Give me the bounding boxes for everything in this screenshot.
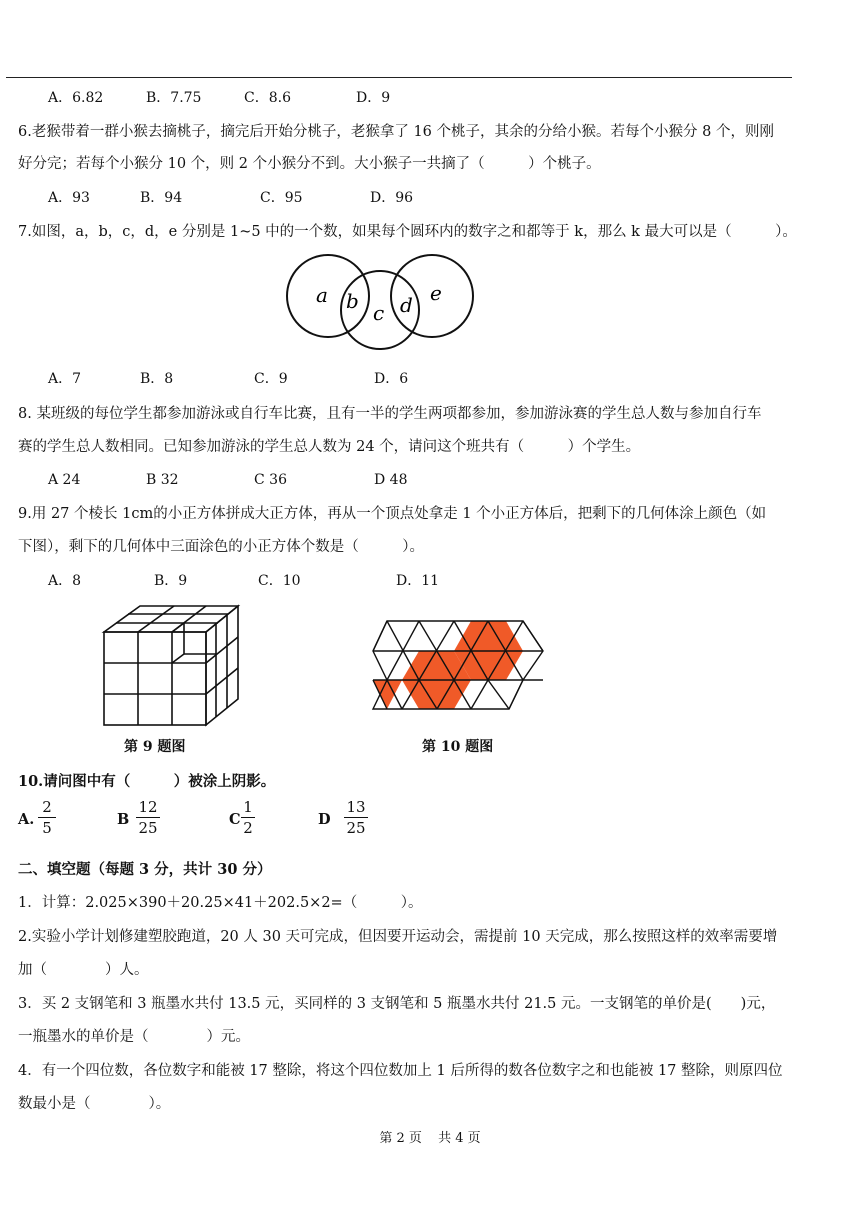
q10-option-a-fraction	[38, 798, 56, 837]
q7-option-b: B．8	[140, 371, 174, 387]
q9-text-line1: 9.用 27 个棱长 1cm的小正方体拼成大正方体，再从一个顶点处拿走 1 个小正方体后，把剩下的几何体涂上颜色（如	[18, 506, 767, 522]
q10-option-b-numerator: 12	[138, 798, 158, 816]
q10-triangle-figure	[368, 618, 548, 714]
q7-label-b: b	[346, 289, 359, 313]
q8-option-b: B 32	[146, 472, 179, 488]
q10-option-c-letter: C	[229, 811, 241, 828]
q10-option-d-fraction	[344, 798, 368, 837]
q5-option-b: B．7.75	[146, 90, 202, 106]
q6-option-a: A．93	[48, 190, 90, 206]
q8-text-line2: 赛的学生总人数相同。已知参加游泳的学生总人数为 24 个，请问这个班共有（ ）个学生。	[18, 439, 641, 455]
q10-caption: 第 10 题图	[422, 739, 494, 755]
q9-caption: 第 9 题图	[124, 739, 186, 755]
fill-q3-text-line2: 一瓶墨水的单价是（ ）元。	[18, 1029, 250, 1045]
q10-option-d-letter: D	[318, 811, 331, 828]
q7-text-line1: 7.如图，a，b，c，d，e 分别是 1~5 中的一个数，如果每个圆环内的数字之和都等于 k，那么 k 最大可以是（ ）。	[18, 224, 797, 240]
footer-total-pages: 共 4 页	[438, 1131, 481, 1146]
fill-q1-text: 1．计算：2.025×390＋20.25×41＋202.5×2=（ ）。	[18, 895, 423, 911]
q9-option-c: C．10	[258, 573, 301, 589]
q9-option-b: B．9	[154, 573, 188, 589]
q7-label-e: e	[430, 281, 442, 305]
q8-text-line1: 8. 某班级的每位学生都参加游泳或自行车比赛，且有一半的学生两项都参加，参加游泳赛的学生总人数与参加自行车	[18, 406, 762, 422]
q10-option-b-fraction	[136, 798, 160, 837]
fill-q4-text-line2: 数最小是（ ）。	[18, 1096, 171, 1112]
footer-page-number: 第 2 页	[379, 1131, 422, 1146]
q10-option-a-numerator: 2	[42, 798, 52, 816]
q7-option-a: A．7	[48, 371, 82, 387]
q10-option-b-letter: B	[117, 811, 130, 828]
fill-q3-text-line1: 3．买 2 支钢笔和 3 瓶墨水共付 13.5 元，买同样的 3 支钢笔和 5 瓶墨水共付 21.5 元。一支钢笔的单价是( )元，	[18, 996, 776, 1012]
q7-option-c: C．9	[254, 371, 288, 387]
q5-option-a: A．6.82	[48, 90, 104, 106]
q8-option-c: C 36	[254, 472, 287, 488]
q10-option-a-letter: A.	[18, 811, 35, 828]
q9-cube-figure	[100, 604, 242, 728]
q8-option-a: A 24	[48, 472, 81, 488]
q10-option-d-numerator: 13	[346, 798, 366, 816]
q7-label-d: d	[400, 293, 413, 317]
q8-option-d: D 48	[374, 472, 408, 488]
header-rule	[6, 77, 792, 78]
q10-option-d-denominator: 25	[346, 819, 366, 837]
page-footer	[0, 1127, 860, 1146]
section2-title: 二、填空题（每题 3 分，共计 30 分）	[18, 861, 272, 878]
q5-option-c: C．8.6	[244, 90, 291, 106]
q7-label-a: a	[316, 283, 328, 307]
q7-label-c: c	[373, 301, 385, 325]
q7-option-d: D．6	[374, 371, 409, 387]
q6-option-c: C．95	[260, 190, 303, 206]
q6-option-d: D．96	[370, 190, 414, 206]
q6-text-line1: 6.老猴带着一群小猴去摘桃子，摘完后开始分桃子，老猴拿了 16 个桃子，其余的分给小猴。若每个小猴分 8 个，则刚	[18, 124, 774, 140]
q10-option-b-denominator: 25	[138, 819, 158, 837]
q5-option-d: D．9	[356, 90, 391, 106]
q10-option-c-numerator: 1	[243, 798, 253, 816]
q10-option-c-fraction	[241, 798, 255, 837]
q9-option-d: D．11	[396, 573, 440, 589]
q10-option-a-denominator: 5	[42, 819, 52, 837]
fill-q2-text-line1: 2.实验小学计划修建塑胶跑道，20 人 30 天可完成，但因要开运动会，需提前 10 天完成，那么按照这样的效率需要增	[18, 929, 778, 945]
fill-q2-text-line2: 加（ ）人。	[18, 962, 149, 978]
fill-q4-text-line1: 4．有一个四位数，各位数字和能被 17 整除，将这个四位数加上 1 后所得的数各位数字之和也能被 17 整除，则原四位	[18, 1063, 783, 1079]
q7-three-circles-figure	[280, 252, 480, 356]
q10-text-line1: 10.请问图中有（ ）被涂上阴影。	[18, 773, 276, 790]
q6-option-b: B．94	[140, 190, 183, 206]
q9-text-line2: 下图），剩下的几何体中三面涂色的小正方体个数是（ ）。	[18, 539, 424, 555]
q9-option-a: A．8	[48, 573, 82, 589]
q10-option-c-denominator: 2	[243, 819, 253, 837]
q6-text-line2: 好分完；若每个小猴分 10 个，则 2 个小猴分不到。大小猴子一共摘了（ ）个桃子。	[18, 156, 601, 172]
